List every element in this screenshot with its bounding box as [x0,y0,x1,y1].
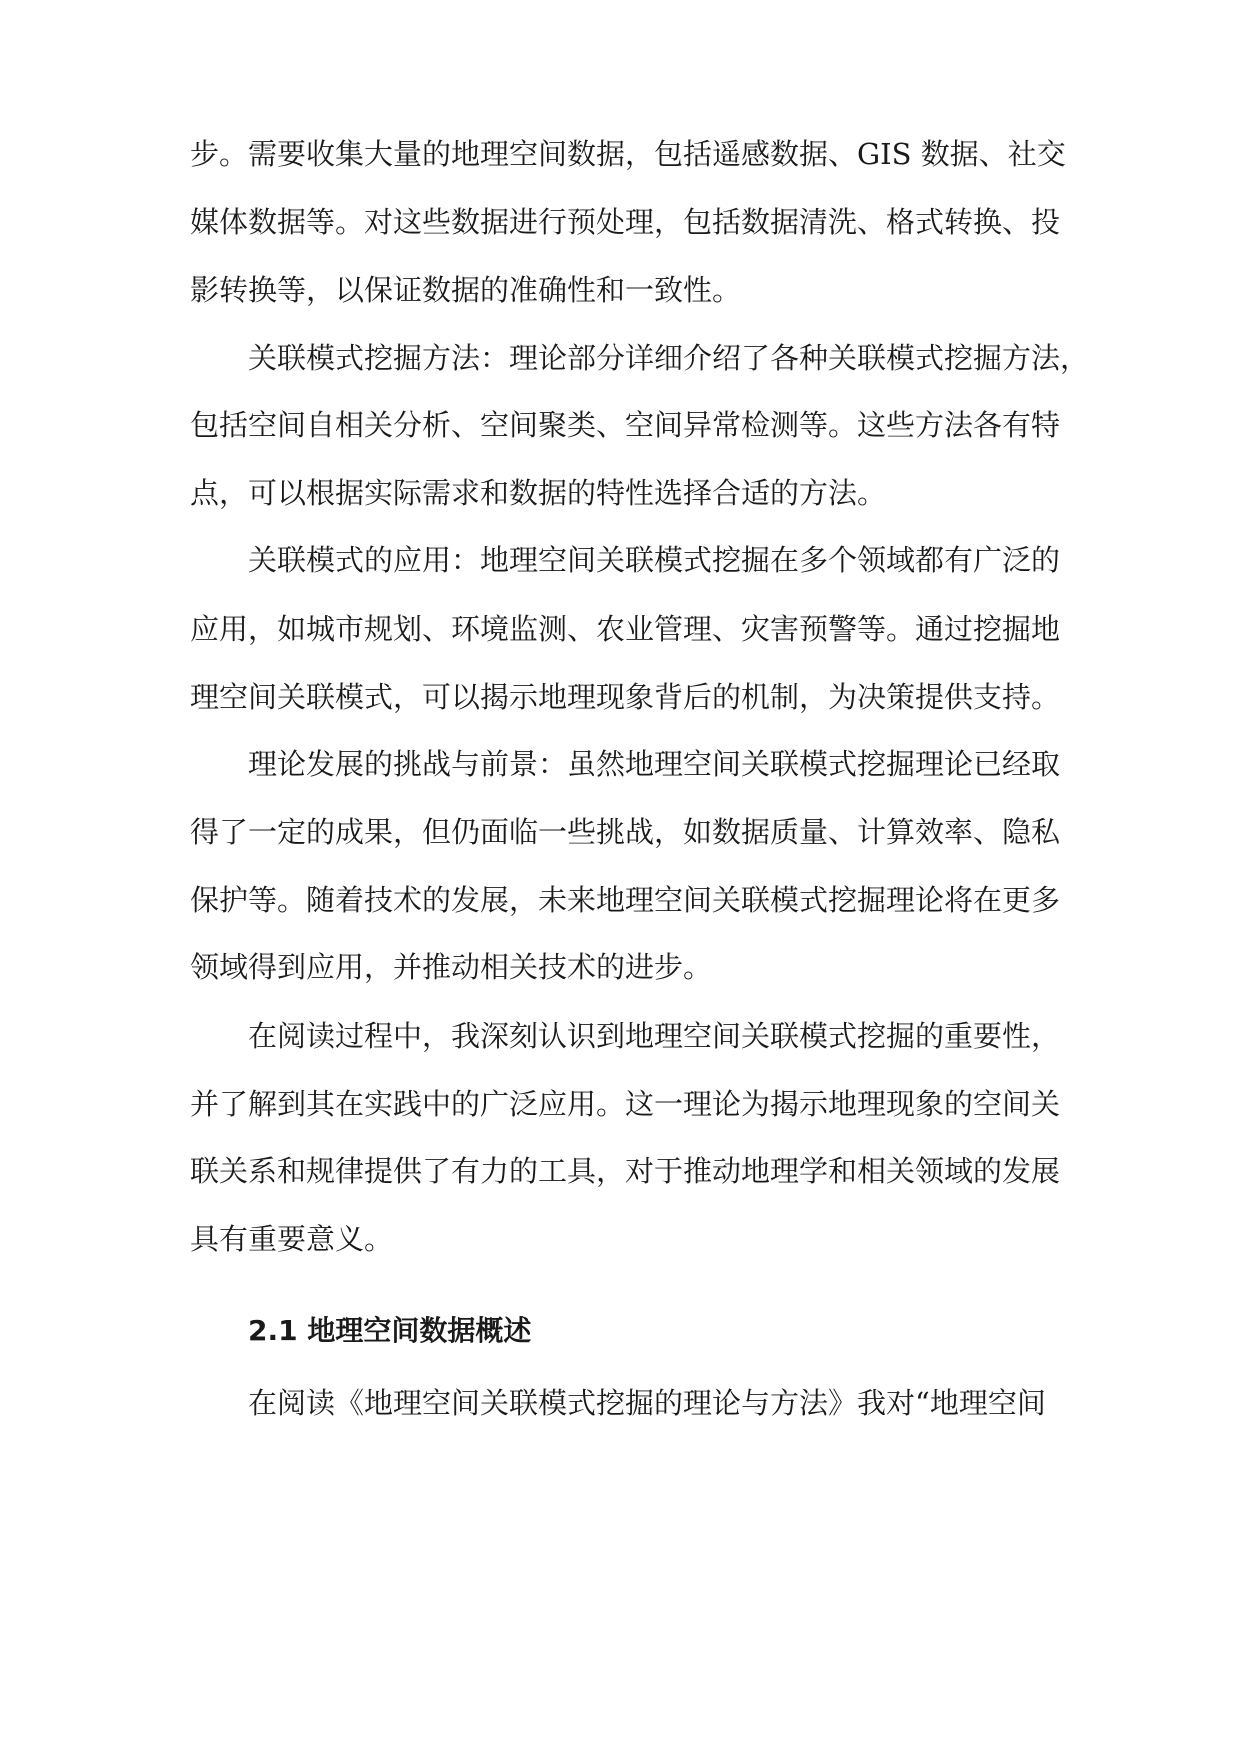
document-page: 步。需要收集大量的地理空间数据，包括遥感数据、GIS 数据、社交 媒体数据等。对这些数据进行预处理，包括数据清洗、格式转换、投 影转换等，以保证数据的准确性和一致性。 关联模式挖掘方法：理论部分详细介绍了各种关联模式挖掘方法， 包括空间自相关分析、空间聚类、空间异常检测等。这些方法各有特 点，可以根据实际需求和数据的特性选择合适的方法。 关联模式的应用：地理空间关联模式挖掘在多个领域都有广泛的 应用，如城市规划、环境监测、农业管理、灾害预警等。通过挖掘地 理空间关联模式，可以揭示地理现象背后的机制，为决策提供支持。 理论发展的挑战与前景：虽然地理空间关联模式挖掘理论已经取 得了一定的成果，但仍面临一些挑战，如数据质量、计算效率、隐私 保护等。随着技术的发展，未来地理空间关联模式挖掘理论将在更多 领域得到应用，并推动相关技术的进步。 在阅读过程中，我深刻认识到地理空间关联模式挖掘的重要性， 并了解到其在实践中的广泛应用。这一理论为揭示地理现象的空间关 联关系和规律提供了有力的工具，对于推动地理学和相关领域的发展 具有重要意义。 2.1 地理空间数据概述 在阅读《地理空间关联模式挖掘的理论与方法》我对“地理空间 [190,137,1090,1420]
